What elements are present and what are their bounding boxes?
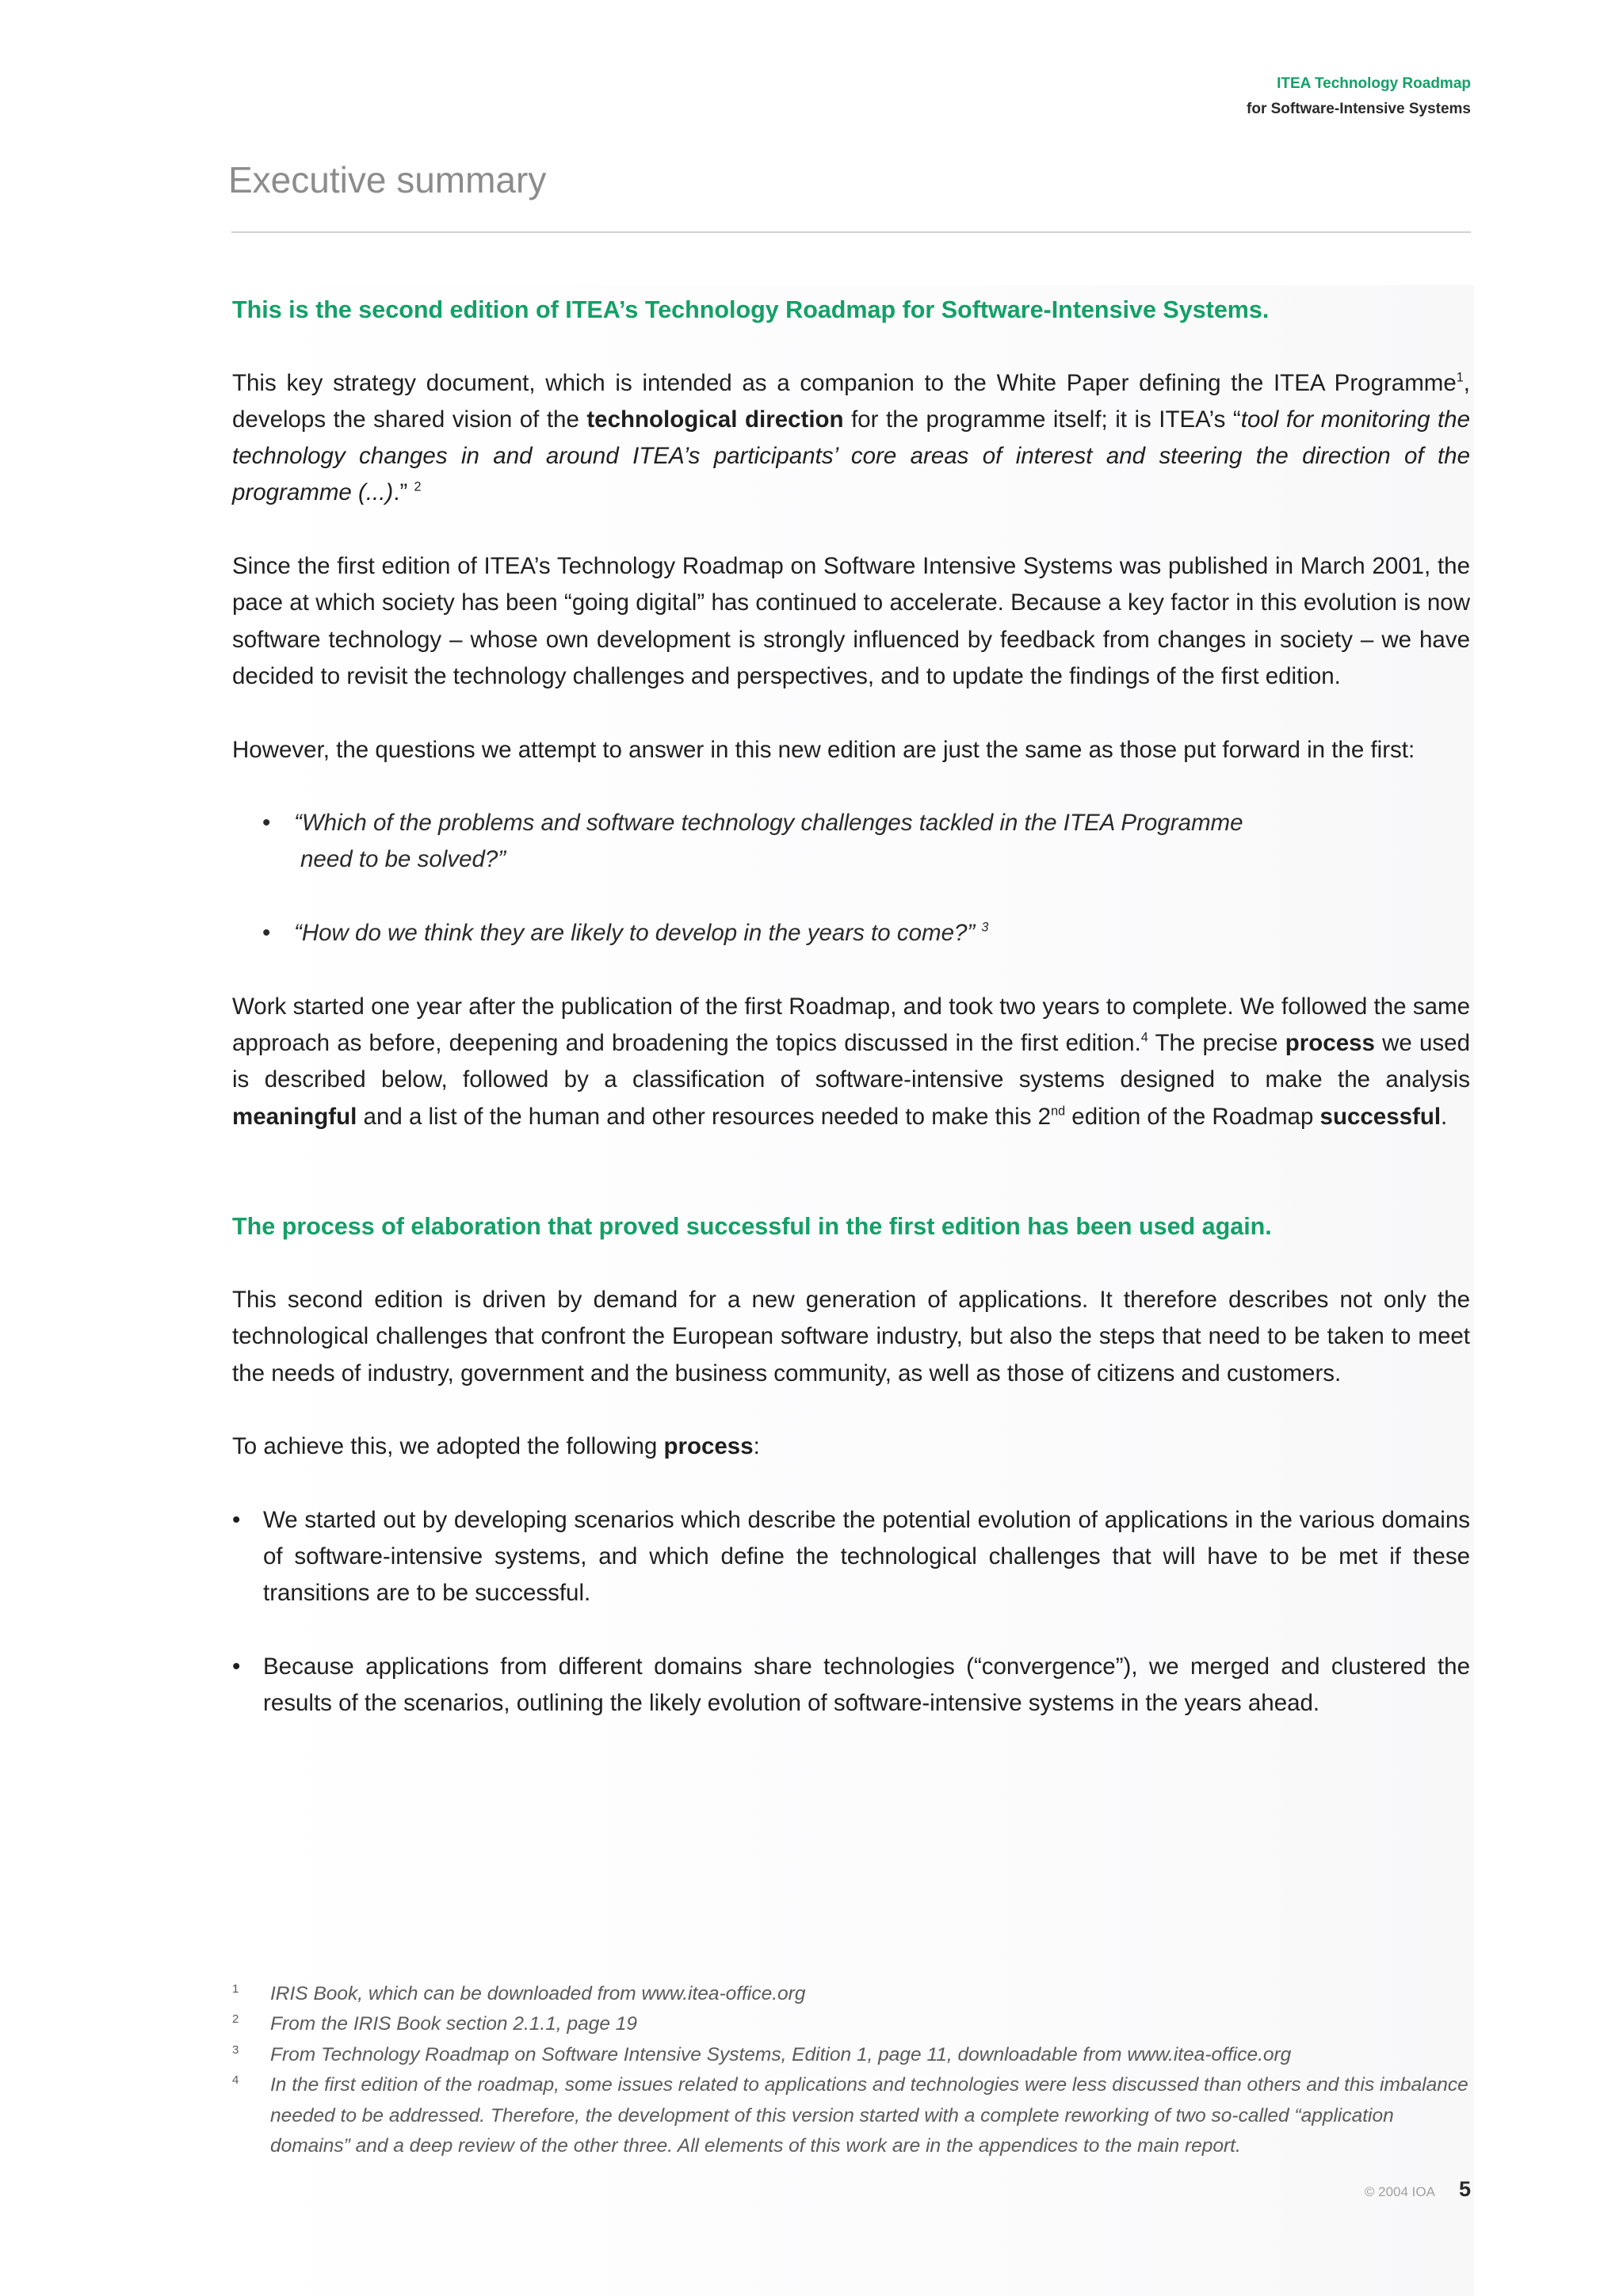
page-number: 5 [1458,2177,1471,2201]
paragraph-first-edition: Since the first edition of ITEA’s Technology Roadmap on Software Intensive Systems was published in March 2001, the pace at which society has been “going digital” has continued to accelerate. Because a key factor in this evolution is now software technology – whose own development is strongly influenced by feedback from changes in society – we have decided to revisit the technology challenges and perspectives, and to update the findings of the first edition. [232,553,1470,689]
footnote-ref-1[interactable]: 1 [1456,370,1464,385]
paragraph-intro: This key strategy document, which is intended as a companion to the White Paper defining the ITEA Programme$^1$, develops the shared vision of the technological direction for the programme itself; it is ITEA’s “tool for monitoring the technology changes in and around ITEA’s participants’ core areas of interest and steering the direction of the programme (...).” $^2$ [232,369,1470,506]
copyright: © 2004 IOA [1364,2184,1435,2199]
paragraph-process: To achieve this, we adopted the following process: [232,1433,760,1460]
paragraph-demand: This second edition is driven by demand for a new generation of applications. It therefore describes not only the technological challenges that confront the European software industry, but also the steps that need to be taken to meet the needs of industry, government and the business community, as well as those of citizens and customers. [232,1287,1470,1386]
bullet-icon: • [232,1506,241,1533]
page-title: Executive summary [228,159,547,200]
footnote-ref-4[interactable]: 4 [1140,1030,1148,1045]
quote-list-item: • “Which of the problems and software technology challenges tackled in the ITEA Programme need to be solved?” [232,805,1470,879]
footnote-2: 2 From the IRIS Book section 2.1.1, page 19 [232,2012,638,2035]
footnote-3: 3 From Technology Roadmap on Software Intensive Systems, Edition 1, page 11, downloadable from www.itea-office.org [232,2042,1292,2065]
footnote-ref-3[interactable]: 3 [981,920,989,935]
footnote-1: 1 IRIS Book, which can be downloaded from www.itea-office.org [232,1982,806,2004]
paragraph-work-started: Work started one year after the publication of the first Roadmap, and took two years to complete. We followed the same approach as before, deepening and broadening the topics discussed in the first edition.$^4$ The precise process we used is described below, followed by a classification of software-intensive systems designed to make the analysis meaningful and a list of the human and other resources needed to make this 2nd edition of the Roadmap successful. [232,993,1470,1130]
running-header [1247,71,1471,122]
footnote-4: 4 In the first edition of the roadmap, some issues related to applications and technologies were less discussed than others and this imbalance needed to be addressed. Therefore, the development of this version started with a complete reworking of two so-called “application domains” and a deep review of the other three. All elements of this work are in the appendices to the main report. [232,2073,1468,2157]
paragraph-questions: However, the questions we attempt to answer in this new edition are just the same as those put forward in the first: [232,736,1415,763]
header-subtitle: for Software-Intensive Systems [1247,101,1471,117]
process-list-item: • Because applications from different domains share technologies (“convergence”), we merged and clustered the results of the scenarios, outlining the likely evolution of software-intensive systems in the years ahead. [232,1649,1470,1722]
title-divider [231,231,1471,233]
section-heading-1: This is the second edition of ITEA’s Technology Roadmap for Software-Intensive Systems. [232,296,1270,323]
process-list-item: • We started out by developing scenarios which describe the potential evolution of applications in the various domains of software-intensive systems, and which define the technological challenges that will have to be met if these transitions are to be successful. [232,1502,1470,1612]
page-footer [1365,2177,1471,2202]
main-content [232,292,1470,1722]
header-title: ITEA Technology Roadmap [1277,75,1471,92]
quote-list-item: • “How do we think they are likely to develop in the years to come?” $^3$ [232,915,1470,952]
section-heading-2: The process of elaboration that proved successful in the first edition has been used again. [232,1213,1272,1241]
bullet-icon: • [262,810,271,837]
bullet-icon: • [232,1653,241,1680]
footnotes [232,1979,1470,2161]
bullet-icon: • [262,920,271,947]
footnote-ref-2[interactable]: 2 [414,480,422,495]
